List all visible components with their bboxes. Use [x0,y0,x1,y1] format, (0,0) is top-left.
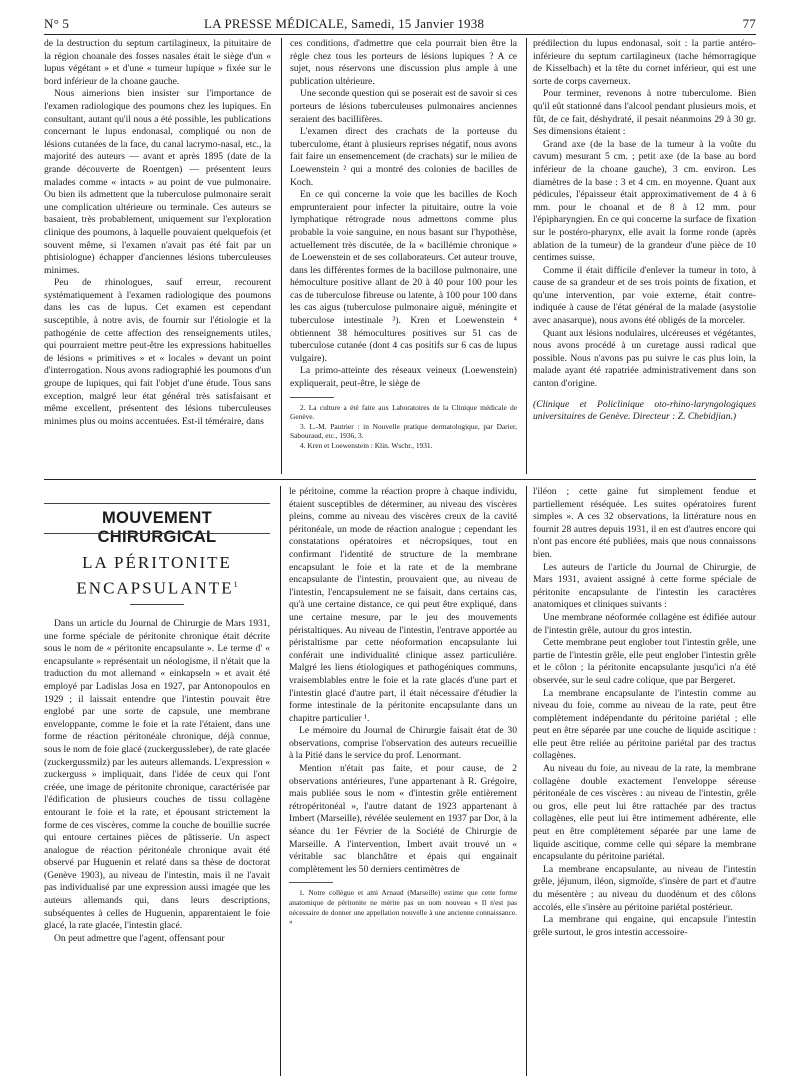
paragraph: La membrane encapsulante, au niveau de l'intestin grêle, jéjunum, iléon, sigmoïde, s'insère de part et d'autre du mésentère ; au niveau du duodénum et des côlons accolés, elle s'insère au péritoine pariétal postérieur. [533,863,756,913]
footnote-rule [290,397,334,398]
article-title-line-1: LA PÉRITONITE [82,553,232,572]
paragraph: Au niveau du foie, au niveau de la rate, la membrane collagène double exactement l'enveloppe séreuse péritonéale de ces viscères : au niveau de l'intestin, grêle ou gros, elle peut lui être rattachée par des tractus collagènes, elle peut lui être intimement adhérente, elle peut en être complètement séparée par une lame de liquide ascitique, comme celle qui sépare la membrane encapsulante du péritoine pariétal. [533,763,756,863]
footnote: 3. L.-M. Pautrier : in Nouvelle pratique dermatologique, par Darier, Sabouraud, etc., 1936, 3. [290,421,517,441]
paragraph: Peu de rhinologues, sauf erreur, recourent systématiquement à l'examen radiologique des poumons dans les cas de lupus. Cet examen est cependant susceptible, à notre avis, de fournir sur l'étiologie et la pathogénie de cette affection des renseignements utiles, qui pourraient mettre peut-être les expressions habituelles de lésions « primitives » et « locales » devant un point d'interrogation. Nous avons radiographié les poumons d'un groupe de lupiques, qui fait l'objet d'une étude. Tous sans exception, malgré leur état général très satisfaisant et même excellent, présentent des lésions tuberculeuses minimes plus ou moins accentuées. Est-il téméraire, dans [44,277,271,427]
title-underline [130,604,184,605]
paragraph: L'examen direct des crachats de la porteuse du tuberculome, étant à plusieurs reprises négatif, nous avons fait faire un ensemencement (de crachats) sur le milieu de Loewenstein ² qui a montré des colonies de bacilles de Koch. [290,126,517,188]
paragraph: ces conditions, d'admettre que cela pourrait bien être la règle chez tous les porteurs de lésions lupiques ? A ce sujet, nous réservons une discussion plus ample à une publication ultérieure. [290,38,517,87]
section-rule-bottom [44,533,270,534]
section-rule-top [44,503,270,504]
paragraph: Une membrane néoformée collagène est édifiée autour de l'intestin grêle, autour du gros intestin. [533,611,756,636]
paragraph: prédilection du lupus endonasal, soit : la partie antéro-inférieure du septum cartilagineux (tache hémorragique de Kisselbach) et la tête du cornet inférieur, qui est une sorte de corps caverneux. [533,38,756,87]
column-divider [526,38,527,474]
issue-number: N° 5 [44,16,70,31]
section-title: MOUVEMENT CHIRURGICAL [97,509,217,546]
paragraph: Les auteurs de l'article du Journal de Chirurgie, de Mars 1931, avaient assigné à cette forme spéciale de péritonite encapsulante de l'intestin les caractères anatomiques et cliniques suivants : [533,561,756,611]
upper-column-1 [44,38,271,428]
footnote-mark: 1 [233,580,238,589]
footnote: 4. Kren et Loewenstein : Klin. Wschr., 1931. [300,441,433,450]
paragraph: On peut admettre que l'agent, offensant pour [54,932,225,944]
upper-column-3 [533,38,756,424]
lower-column-1 [44,618,270,945]
article-separator [44,479,756,480]
paragraph: de la destruction du septum cartilagineux, la pituitaire de la région choanale des fosses nasales était le siège d'un « lupus végétant » et d'une « tumeur lupique » fixée sur le bord inférieur de la choane gauche. [44,38,271,87]
paragraph: Mention n'était pas faite, et pour cause, de 2 observations antérieures, l'une appartenant à R. Grégoire, mais publiée sous le nom « d'intestin grêle entièrement rétropéritonéal », l'autre datant de 1923 appartenant à Imbert (Marseille), révélée seulement en 1937 par Dor, à la séance du 1er Février de la Société de Chirurgie de Marseille. A l'intervention, Imbert avait trouvé un « véritable sac blanchâtre et épais qui engainait complètement les 50 derniers centimètres de [289,763,517,875]
paragraph: Pour terminer, revenons à notre tuberculome. Bien qu'il eût stationné dans l'alcool pendant plusieurs mois, et fût, de ce fait, déshydraté, il pesait néanmoins 29 à 30 gr. Ses dimensions étaient : [533,88,756,138]
paragraph: Nous aimerions bien insister sur l'importance de l'examen radiologique des poumons chez les lupiques. En consultant, autant qu'il nous a été possible, les publications concernant le lupus endonasal, compliqué ou non de lésions cutanées de la face, du canal lacrymo-nasal, etc., la majorité des auteurs — avant et après 1895 (date de la grande découverte de Roentgen) — présentent leurs malades comme « intacts » au point de vue pulmonaire. Ou bien ils admettent que la tuberculose pulmonaire serait une complication ultérieure ou terminale. Ces auteurs se basaient, très probablement, uniquement sur l'exploration clinique des poumons, à laquelle pouvaient quelquefois (et souvent même, si l'examen n'avait pas été fait par un phtisiologue) échapper d'anciennes lésions tuberculeuses minimes. [44,88,271,276]
signoff: (Clinique et Policlinique oto-rhino-laryngologiques universitaires de Genève. Directeur : Z. Chebidjian.) [533,398,756,423]
paragraph: le péritoine, comme la réaction propre à chaque individu, étaient susceptibles de déterminer, au niveau des viscères pleins, comme au niveau des viscères creux de la cavité péritonéale, un mode de réaction analogue ; cependant les constatations opératoires et nécropsiques, tout en confirmant l'identité de structure de la membrane encapsulant le foie et la rate et de la membrane encapsulante de l'intestin, prouvaient que, au niveau de l'intestin, l'encapsulement ne se faisait, dans certains cas, qu'à une certaine distance, ce qui peut être expliqué, dans une certaine mesure, par le jeu des mouvements péristaltiques. Au niveau de l'intestin, l'entrave apportée au péristaltisme par cette néoformation encapsulante lui conférait une individualité clinique assez particulière. Malgré les liens étiologiques et pathogéniques communs, vraisemblables entre le foie et la rate glacés d'une part et l'intestin glacé d'autre part, il était nécessaire d'étudier la forme intestinale de la péritonite encapsulante dans un chapitre particulier ¹. [289,486,517,724]
footnotes [290,403,517,451]
column-divider [281,38,282,474]
article-title [44,552,270,600]
footnote-rule [289,882,333,883]
paragraph: l'iléon ; cette gaine fut simplement fendue et partiellement réséquée. Les suites opératoires furent simples ». A ces 32 observations, la littérature nous en fournit 28 autres depuis 1931, il en est d'autres encore qui n'ont pas encore été publiées, mais que nous connaissons bien. [533,486,756,560]
paragraph: Quant aux lésions nodulaires, ulcéreuses et végétantes, nous avons procédé à un curetage aussi radical que possible. Nous n'avons pas pu suivre le cas plus loin, la malade ayant été rapatriée administrativement dans son canton d'origine. [533,327,756,390]
paragraph: Une seconde question qui se poserait est de savoir si ces porteurs de lésions tuberculeuses pulmonaires anciennes seraient des bacillifères. [290,88,517,125]
paragraph: La membrane qui engaine, qui encapsule l'intestin grêle surtout, le gros intestin accessoire- [533,914,756,938]
paragraph: Grand axe (de la base de la tumeur à la voûte du cavum) mesurant 5 cm. ; petit axe (de la base au bord inférieur de la choane gauche), 3 cm. environ. Les diamètres de la base : 3 et 4 cm. en moyenne. Quant aux pédicules, l'épaisseur était approximativement de 4 à 6 mm. pour le choanal et de 8 à 12 mm. pour l'épipharyngien. En ce qui concerne la surface de fixation sur le postéro-pharynx, elle avait la forme ronde (après ablation de la tumeur) de la grandeur d'une pièce de 10 centimes suisse. [533,138,756,264]
paragraph: En ce qui concerne la voie que les bacilles de Koch emprunteraient pour infecter la pituitaire, outre la voie lymphatique rétrograde nous admettons comme plus probable la voie sanguine, en nous basant sur l'hypothèse, actuellement très discutée, de la « bacillémie chronique » de Loewenstein et de ses collaborateurs. Cet auteur trouve, dans les différentes formes de la bacillose pulmonaire, une hémoculture positive allant de 20 à 40 pour 100 pour les cas de tuberculose fibreuse ou latente, à 100 pour 100 dans les cas aigus (tuberculose pulmonaire aiguë, méningite et tuberculose intestinale ³). Kren et Loewenstein ⁴ obtiennent 38 hémocultures positives sur 51 cas de tuberculose cutanée (dont 4 cas positifs sur 6 cas de lupus vulgaire). [290,189,517,364]
paragraph: Le mémoire du Journal de Chirurgie faisait état de 30 observations, comprise l'observation des auteurs recueillie à la Pitié dans le service du prof. Lenormant. [289,725,517,762]
paragraph: Comme il était difficile d'enlever la tumeur in toto, à cause de sa grandeur et de ses trois points de fixation, et qu'une intervention, par voie externe, était contre-indiquée à cause de l'état général de la malade (asystolie avec anasarque), nous avons été obligés de la morceler. [533,264,756,327]
upper-column-2 [290,38,517,451]
page-header [44,10,756,32]
paragraph: La primo-atteinte des réseaux veineux (Loewenstein) expliquerait, peut-être, le siège de [290,365,517,390]
lower-column-2 [289,486,517,927]
article-title-line-2: ENCAPSULANTE$^1$ [76,578,238,598]
paragraph: La membrane encapsulante de l'intestin comme au niveau du foie, comme au niveau de la rate, peut être complètement indépendante du péritoine pariétal ; elle peut en être séparée par une couche de liquide ascitique : elle peut être reliée au péritoine pariétal par des tractus collagènes. [533,687,756,762]
footnote: 2. La culture a été faite aux Laboratoires de la Clinique médicale de Genève. [290,402,517,422]
column-divider [526,486,527,1076]
lower-column-3 [533,486,756,939]
footnotes [289,888,517,926]
paragraph: Cette membrane peut englober tout l'intestin grêle, une partie de l'intestin grêle, elle peut englober l'intestin grêle et le côlon ; la péritonite encapsulante jusqu'ici n'a été observée, sur le seul cadre colique, que par Bergeret. [533,637,756,686]
footnote: 1. Notre collègue et ami Arnaud (Marseille) estime que cette forme anatomique de péritonite ne mérite pas un nom nouveau « Il n'est pas nécessaire de donner une appellation nouvelle à une ancienne connaissance. » [289,888,517,927]
paragraph: Dans un article du Journal de Chirurgie de Mars 1931, une forme spéciale de péritonite chronique était décrite sous le nom de « péritonite encapsulante ». Le terme d' « encapsulante » représentait un néologisme, il n'était que la traduction du mot allemand « einkapseln » et avait été employé par Ladislas Josa en 1927, par Antonopoulos en 1929 ; il laissait entendre que l'intestin pouvait être englobé par une sorte de capsule, une membrane enveloppante, comme le foie et la rate l'étaient, dans une forme de réaction péritonéale chronique, déjà connue, sous le nom de foie glacé (zuckergussleber), de rate glacée (zuckergussmilz) par les auteurs allemands. L'expression « zuckerguss » impliquait, dans l'idée de ceux qui l'ont créée, une image de péritonite chronique, caractérisée par l'édification de plusieurs couches de tissu collagène entourant le foie et la rate, et épousant strictement la forme de ces viscères, comme la couche de bouillie sucrée qui entoure certaines pièces de pâtisserie. Un aspect analogue de réaction péritonéale chronique avait été observé par Huguenin et relaté dans sa thèse de doctorat (Genève 1903), au niveau de l'intestin, mais il ne l'avait pas individualisé par une expression aussi imagée que les auteurs allemands qui, dans leurs descriptions, subséquentes à celles de Huguenin, apparentaient le foie glacé, la rate glacée, l'intestin glacé. [44,618,270,932]
journal-title: LA PRESSE MÉDICALE, Samedi, 15 Janvier 1938 [204,16,485,31]
column-divider [280,486,281,1076]
header-rule [44,34,756,35]
page-number: 77 [742,16,756,31]
